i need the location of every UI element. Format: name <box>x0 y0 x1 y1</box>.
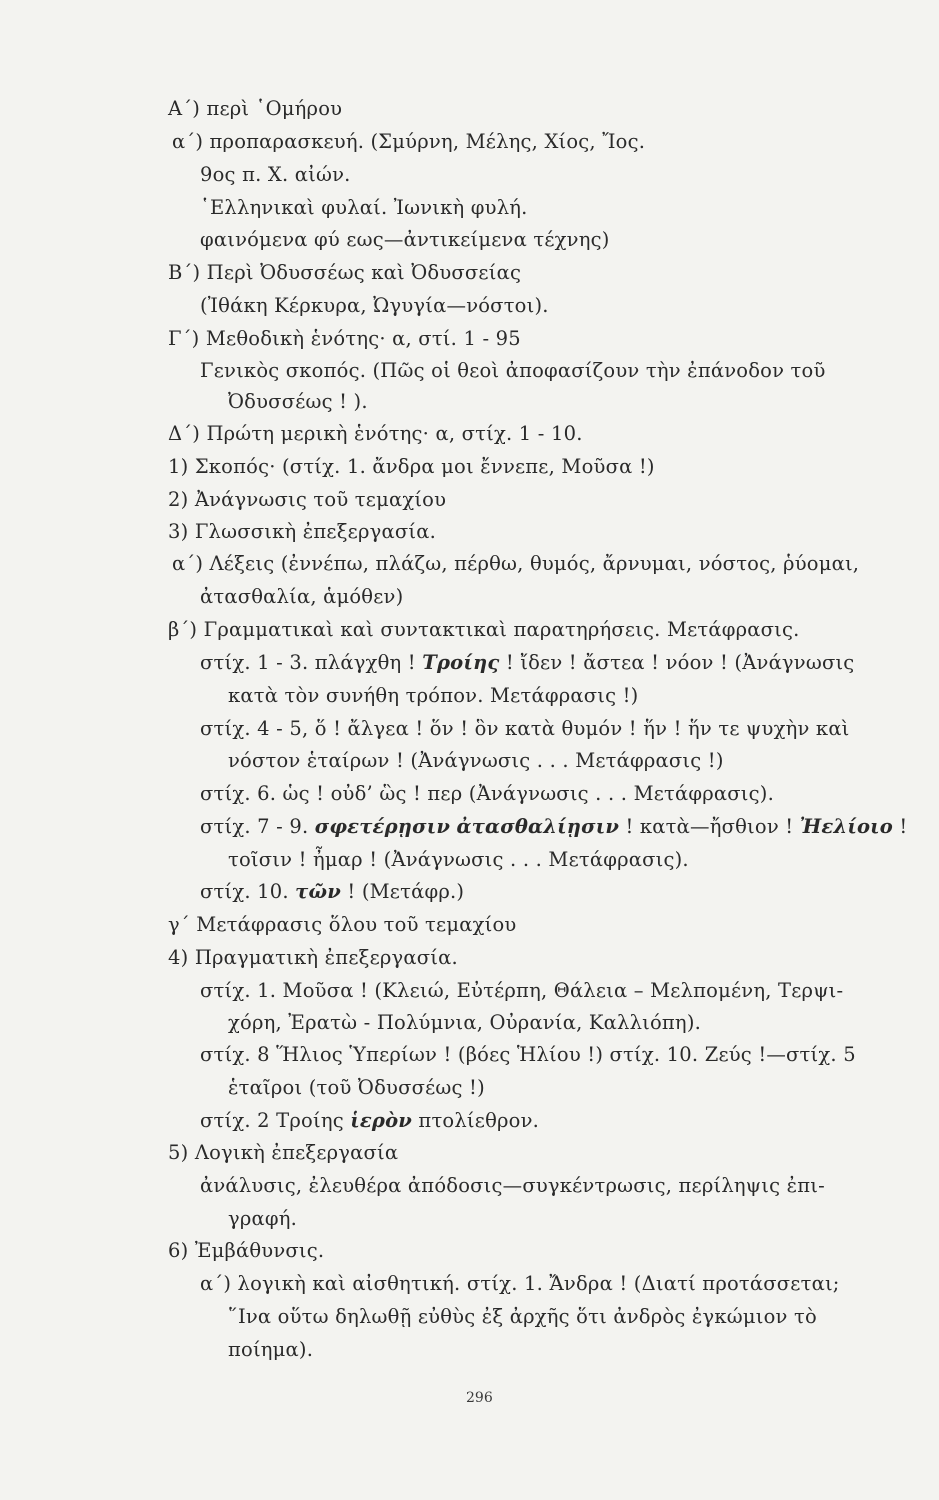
emphasis-word: σφετέρῃσιν <box>314 815 451 838</box>
text-line: ἀτασθαλία, ἁμόθεν) <box>200 585 404 608</box>
text-line: στίχ. 8 Ἥλιος Ὑπερίων ! (βόες Ἡλίου !) στίχ. 10. Ζεύς !—στίχ. 5 <box>200 1043 856 1066</box>
text-line <box>200 815 907 839</box>
text-span: στίχ. 10. <box>200 880 296 903</box>
text-line: 5) Λογικὴ ἐπεξεργασία <box>168 1141 399 1164</box>
text-span: ! (Μετάφρ.) <box>341 880 465 903</box>
emphasis-word: Ἠελίοιο <box>799 815 893 838</box>
text-line: χόρη, Ἐρατὼ - Πολύμνια, Οὐρανία, Καλλιόπη). <box>228 1011 702 1034</box>
emphasis-word: ἀτασθαλίῃσιν <box>456 815 620 838</box>
text-span: ! <box>893 815 908 838</box>
emphasis-word: Τροίης <box>422 651 500 674</box>
text-line: τοῖσιν ! ἦμαρ ! (Ἀνάγνωσις . . . Μετάφρασις). <box>228 848 689 871</box>
text-line: Α΄) περὶ ῾Ομήρου <box>168 97 343 120</box>
text-line: στίχ. 6. ὡς ! οὐδ’ ὣς ! περ (Ἀνάγνωσις . . . Μετάφρασις). <box>200 782 774 805</box>
text-line <box>200 880 464 904</box>
emphasis-word: ἱερὸν <box>350 1109 413 1132</box>
text-line: 3) Γλωσσικὴ ἐπεξεργασία. <box>168 520 436 543</box>
text-line: α΄) προπαρασκευή. (Σμύρνη, Μέλης, Χίος, Ἴος. <box>172 130 646 153</box>
text-line: Β΄) Περὶ Ὀδυσσέως καὶ Ὀδυσσείας <box>168 261 522 284</box>
text-span: στίχ. 2 Τροίης <box>200 1109 351 1132</box>
text-line: Γενικὸς σκοπός. (Πῶς οἱ θεοὶ ἀποφασίζουν τὴν ἐπάνοδον τοῦ <box>200 359 826 382</box>
text-line: ἑταῖροι (τοῦ Ὀδυσσέως !) <box>228 1076 485 1099</box>
text-line: νόστον ἑταίρων ! (Ἀνάγνωσις . . . Μετάφρασις !) <box>228 749 724 772</box>
text-line: στίχ. 4 - 5, ὅ ! ἄλγεα ! ὅν ! ὃν κατὰ θυμόν ! ἥν ! ἥν τε ψυχὴν καὶ <box>200 717 850 740</box>
text-span: στίχ. 1 - 3. πλάγχθη ! <box>200 651 423 674</box>
text-line: Ὀδυσσέως ! ). <box>228 390 368 413</box>
text-line: α΄) Λέξεις (ἐννέπω, πλάζω, πέρθω, θυμός, ἄρνυμαι, νόστος, ῥύομαι, <box>172 552 860 575</box>
text-line <box>200 651 854 675</box>
text-line: (Ἰθάκη Κέρκυρα, Ὠγυγία—νόστοι). <box>200 294 549 317</box>
text-line: 2) Ἀνάγνωσις τοῦ τεμαχίου <box>168 488 447 511</box>
text-line: α΄) λογικὴ καὶ αἰσθητική. στίχ. 1. Ἄνδρα ! (Διατί προτάσσεται; <box>200 1272 840 1295</box>
text-line: Γ΄) Μεθοδικὴ ἑνότης· α, στί. 1 - 95 <box>168 327 521 350</box>
text-line: 9ος π. Χ. αἰών. <box>200 163 351 186</box>
text-span: ! ἴδεν ! ἄστεα ! νόον ! (Ἀνάγνωσις <box>499 651 855 674</box>
text-span: πτολίεθρον. <box>412 1109 540 1132</box>
text-line: Δ΄) Πρώτη μερικὴ ἑνότης· α, στίχ. 1 - 10. <box>168 422 583 445</box>
text-span: στίχ. 7 - 9. <box>200 815 315 838</box>
text-line: ῾Ελληνικαὶ φυλαί. Ἰωνικὴ φυλή. <box>200 196 528 219</box>
text-line: ἀνάλυσις, ἐλευθέρα ἀπόδοσις—συγκέντρωσις, περίληψις ἐπι- <box>200 1174 825 1197</box>
text-line: γ΄ Μετάφρασις ὅλου τοῦ τεμαχίου <box>168 913 517 936</box>
text-line: ῞Ινα οὕτω δηλωθῇ εὐθὺς ἐξ ἀρχῆς ὅτι ἀνδρὸς ἐγκώμιον τὸ <box>228 1305 817 1328</box>
text-line: στίχ. 1. Μοῦσα ! (Κλειώ, Εὐτέρπη, Θάλεια – Μελπομένη, Τερψι- <box>200 979 844 1002</box>
text-line: κατὰ τὸν συνήθη τρόπον. Μετάφρασις !) <box>228 684 639 707</box>
emphasis-word: τῶν <box>295 880 341 903</box>
text-line: 6) Ἐμβάθυνσις. <box>168 1239 325 1262</box>
page-number: 296 <box>466 1390 493 1406</box>
text-line <box>200 1109 539 1133</box>
text-span: ! κατὰ—ἤσθιον ! <box>619 815 800 838</box>
text-line: 1) Σκοπός· (στίχ. 1. ἄνδρα μοι ἔννεπε, Μοῦσα !) <box>168 455 655 478</box>
text-line: 4) Πραγματικὴ ἐπεξεργασία. <box>168 946 458 969</box>
text-line: β΄) Γραμματικαὶ καὶ συντακτικαὶ παρατηρήσεις. Μετάφρασις. <box>168 618 800 641</box>
text-line: φαινόμενα φύ εως—ἀντικείμενα τέχνης) <box>200 228 610 251</box>
text-line: ποίημα). <box>228 1338 314 1361</box>
text-line: γραφή. <box>228 1207 298 1230</box>
